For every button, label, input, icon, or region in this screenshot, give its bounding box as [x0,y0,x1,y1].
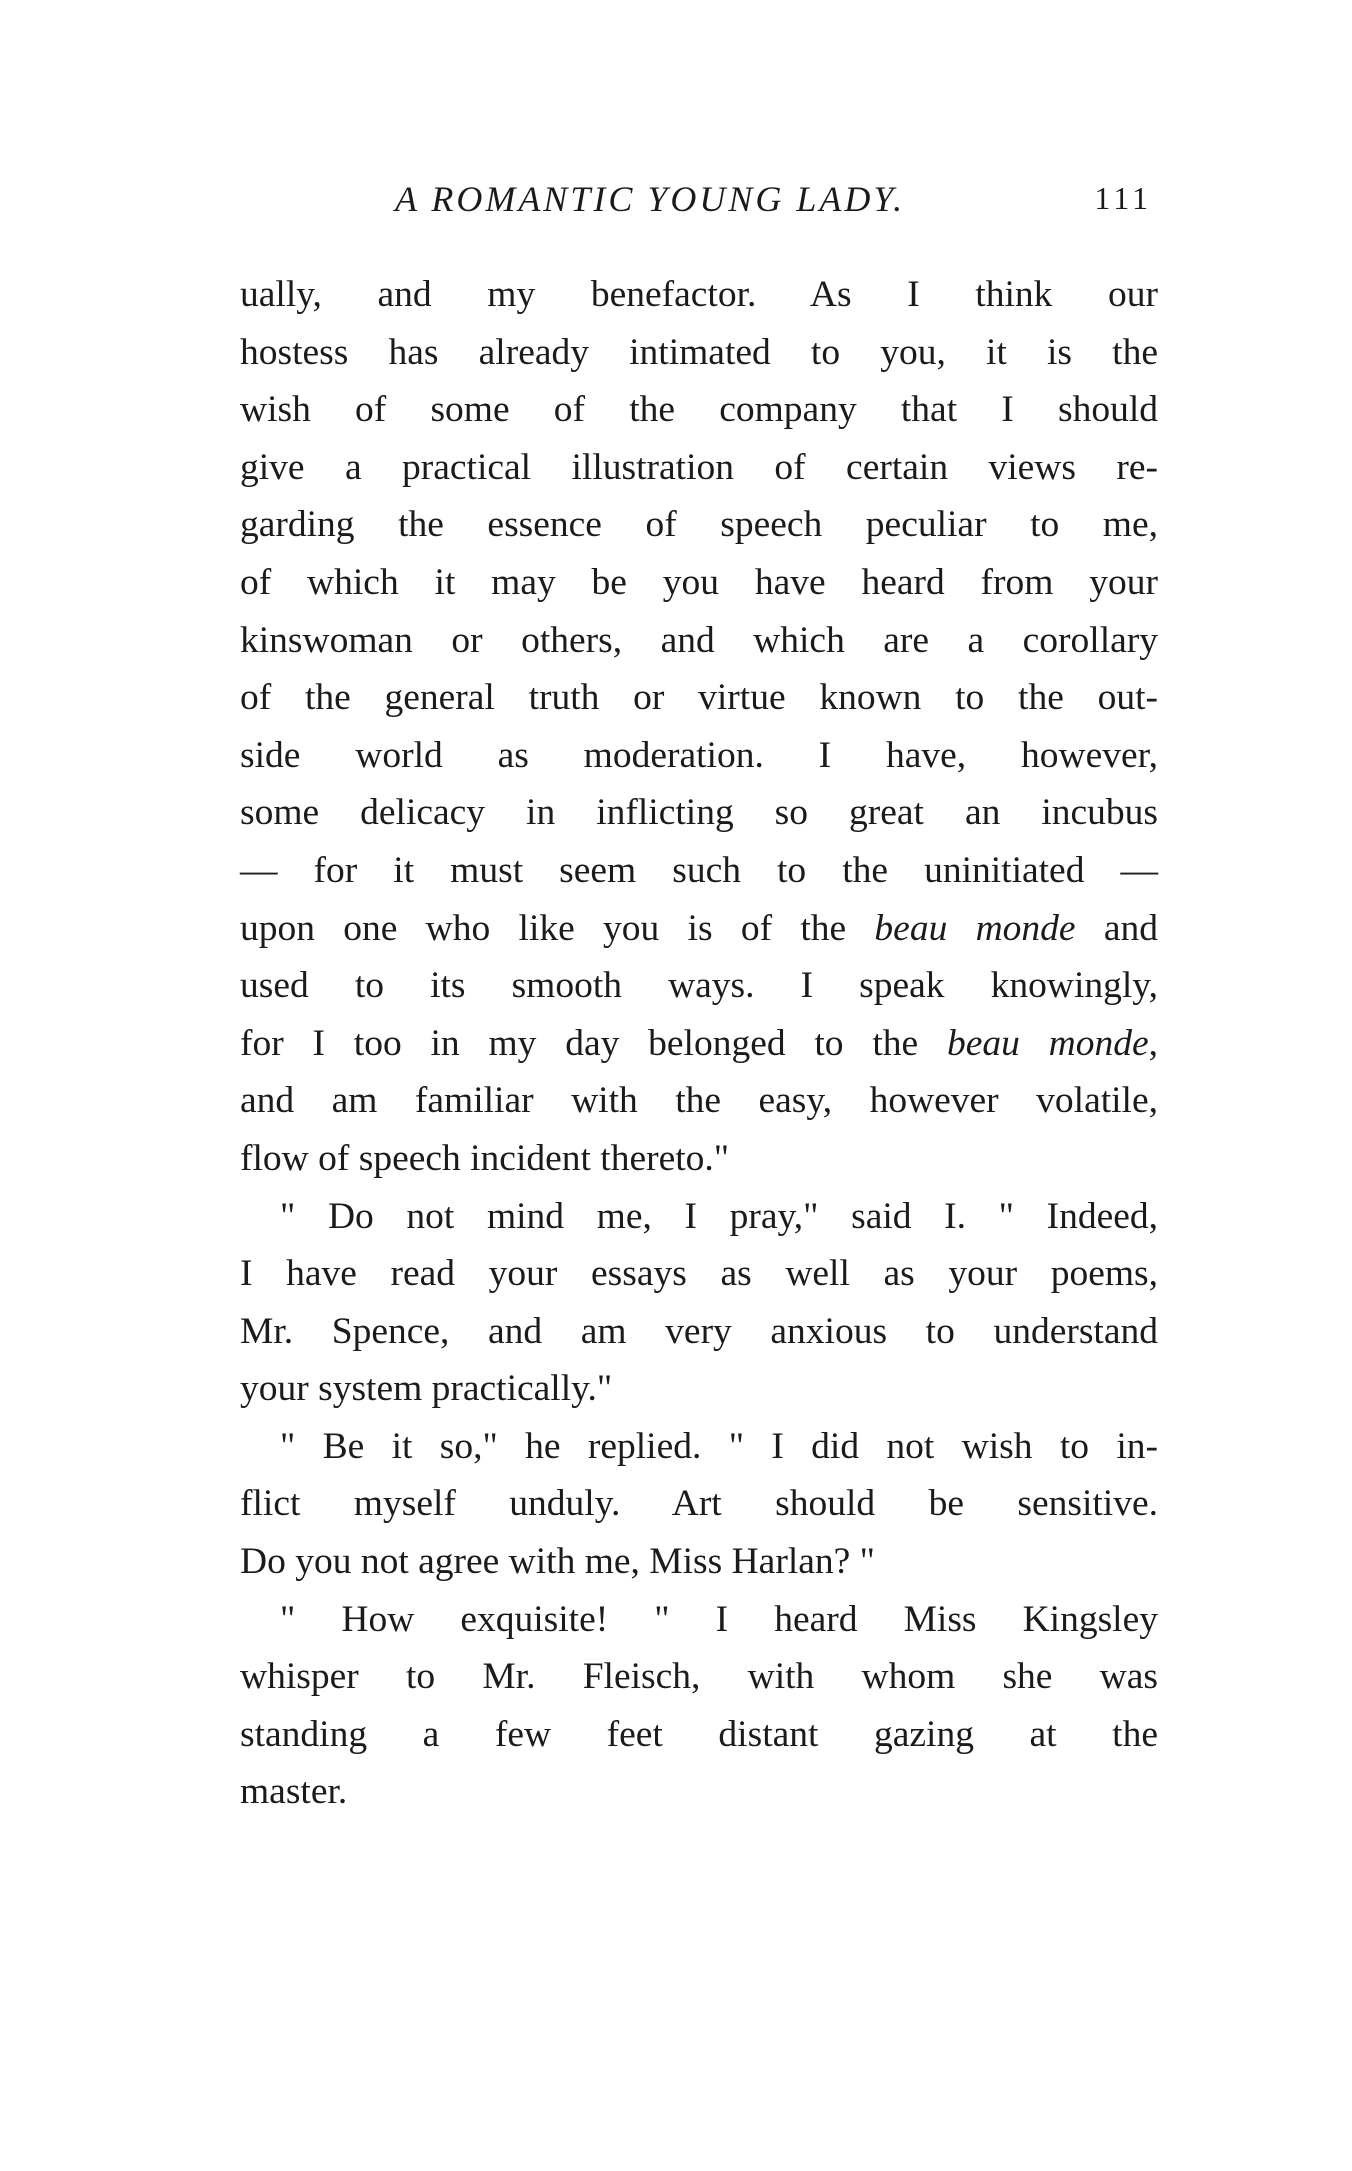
text-line: Do you not agree with me, Miss Harlan? " [240,1541,875,1583]
text-line: flow of speech incident thereto." [240,1137,730,1179]
paragraph-first-line: " How exquisite! " I heard Miss Kingsley [280,1598,1158,1640]
text-line: hostess has already intimated to you, it is the [240,331,1158,373]
page-body [240,266,1158,1821]
text-line: wish of some of the company that I should [240,389,1158,431]
text-line: give a practical illustration of certain views re- [240,446,1158,488]
line-text: , [1148,1022,1158,1064]
paragraph-first-line: " Be it so," he replied. " I did not wish to in- [280,1425,1158,1467]
text-line: of the general truth or virtue known to the out- [240,677,1158,719]
text-line: kinswoman or others, and which are a corollary [240,619,1158,661]
text-line: standing a few feet distant gazing at the [240,1713,1158,1755]
text-line: — for it must seem such to the uninitiated — [240,849,1158,891]
text-line: used to its smooth ways. I speak knowingly, [240,965,1158,1007]
text-line: I have read your essays as well as your poems, [240,1253,1158,1295]
text-line: side world as moderation. I have, however, [240,734,1158,776]
text-line-with-italic [240,900,1158,958]
text-line: ually, and my benefactor. As I think our [240,274,1158,315]
text-line: your system practically." [240,1368,613,1410]
text-line: some delicacy in inflicting so great an incubus [240,792,1158,834]
line-text: and [1075,907,1158,949]
running-title: A ROMANTIC YOUNG LADY. [395,179,906,219]
text-line: whisper to Mr. Fleisch, with whom she was [240,1656,1158,1698]
paragraph-first-line: " Do not mind me, I pray," said I. " Indeed, [280,1195,1158,1237]
text-line: garding the essence of speech peculiar to me, [240,504,1158,546]
text-line: and am familiar with the easy, however volatile, [240,1080,1158,1122]
line-text: upon one who like you is of the [240,907,875,949]
text-line-with-italic [240,1015,1158,1073]
line-text: for I too in my day belonged to the [240,1022,947,1064]
text-line: Mr. Spence, and am very anxious to understand [240,1310,1158,1352]
page-number: 111 [1094,180,1152,216]
text-line: flict myself unduly. Art should be sensitive. [240,1483,1158,1525]
text-line: of which it may be you have heard from your [240,561,1158,603]
running-header [240,178,1160,228]
italic-phrase: beau monde [874,907,1076,949]
italic-phrase: beau monde [946,1022,1149,1064]
text-line: master. [240,1771,348,1813]
